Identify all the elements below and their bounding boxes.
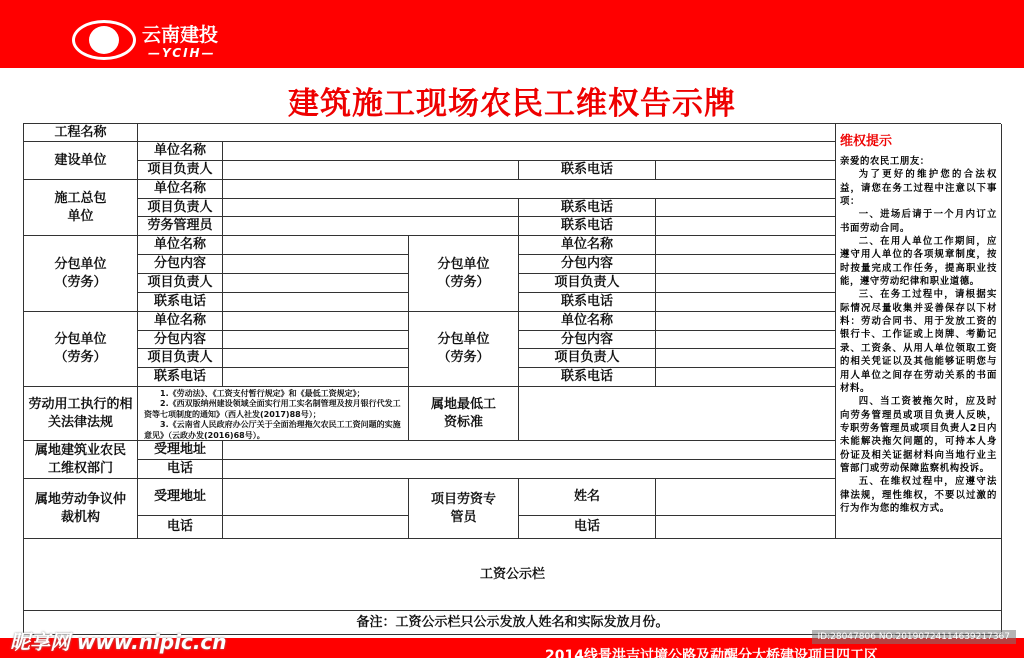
label-builder: 建设单位 xyxy=(24,142,138,180)
header-bar xyxy=(0,0,1024,68)
label-sub-content: 分包内容 xyxy=(138,331,223,349)
value-cell xyxy=(223,161,519,180)
label-project-lead: 项目负责人 xyxy=(138,274,223,293)
value-project-name xyxy=(138,124,836,142)
label-project-lead: 项目负责人 xyxy=(138,349,223,368)
value-cell xyxy=(223,349,409,368)
brand-en: —YCIH— xyxy=(148,46,216,60)
tips-paragraph: 四、当工资被拖欠时，应及时向劳务管理员或项目负责人反映，专职劳务管理员或项目负责人2日内未能解决拖欠问题的，可持本人身份证及相关证据材料向当地行业主管部门或劳动保障监察机构投诉。 xyxy=(840,396,997,474)
label-phone: 电话 xyxy=(519,516,656,539)
notice-table xyxy=(23,123,1001,635)
label-contact-phone: 联系电话 xyxy=(519,368,656,387)
label-wage-officer: 项目劳资专管员 xyxy=(409,479,519,539)
value-cell xyxy=(223,331,409,349)
value-cell xyxy=(656,217,836,236)
brand-cn: 云南建投 xyxy=(142,24,219,46)
value-cell xyxy=(656,312,836,331)
label-min-wage: 属地最低工资标准 xyxy=(409,387,519,441)
law-item: 3.《云南省人民政府办公厅关于全面治理拖欠农民工工资问题的实施意见》（云政办发(2016)68号）。 xyxy=(144,420,401,440)
value-cell xyxy=(656,331,836,349)
label-sub-content: 分包内容 xyxy=(519,331,656,349)
watermark-id: ID:28047806 NO:20190724114639217367 xyxy=(812,630,1017,644)
label-address: 受理地址 xyxy=(138,479,223,516)
label-unit-name: 单位名称 xyxy=(138,142,223,161)
value-cell xyxy=(656,516,836,539)
label-sub-content: 分包内容 xyxy=(138,255,223,274)
watermark-site: 昵享网 www.nipic.cn xyxy=(10,630,227,654)
label-phone: 电话 xyxy=(138,460,223,479)
tips-title: 维权提示 xyxy=(840,134,893,149)
value-cell xyxy=(223,312,409,331)
label-labor-manager: 劳务管理员 xyxy=(138,217,223,236)
value-cell xyxy=(223,441,836,460)
label-phone: 电话 xyxy=(138,516,223,539)
label-unit-name: 单位名称 xyxy=(138,236,223,255)
value-cell xyxy=(223,516,409,539)
label-contact-phone: 联系电话 xyxy=(138,368,223,387)
wage-board-note: 备注：工资公示栏只公示发放人姓名和实际发放月份。 xyxy=(24,611,1002,635)
value-cell xyxy=(656,349,836,368)
tips-paragraph: 一、进场后请于一个月内订立书面劳动合同。 xyxy=(840,209,997,234)
label-project-lead: 项目负责人 xyxy=(138,161,223,180)
tips-paragraph: 五、在维权过程中，应遵守法律法规，理性维权，不要以过激的行为作为您的维权方式。 xyxy=(840,476,997,514)
value-cell xyxy=(223,479,409,516)
value-cell xyxy=(656,199,836,217)
label-sub-content: 分包内容 xyxy=(519,255,656,274)
value-cell xyxy=(656,255,836,274)
label-construction-dept: 属地建筑业农民工维权部门 xyxy=(24,441,138,479)
law-item: 1.《劳动法》、《工资支付暂行规定》和《最低工资规定》； xyxy=(160,389,365,398)
value-cell xyxy=(223,293,409,312)
label-address: 受理地址 xyxy=(138,441,223,460)
label-project-lead: 项目负责人 xyxy=(519,274,656,293)
value-cell xyxy=(223,274,409,293)
value-cell xyxy=(223,199,519,217)
tips-paragraph: 二、在用人单位工作期间，应遵守用人单位的各项规章制度，按时按量完成工作任务，提高职业技能，遵守劳动纪律和职业道德。 xyxy=(840,236,997,288)
value-cell xyxy=(223,255,409,274)
label-project-name: 工程名称 xyxy=(24,124,138,142)
label-contact-phone: 联系电话 xyxy=(519,293,656,312)
rights-tips-panel xyxy=(836,124,1002,539)
label-contact-phone: 联系电话 xyxy=(519,161,656,180)
value-cell xyxy=(656,293,836,312)
label-contact-phone: 联系电话 xyxy=(519,217,656,236)
value-cell xyxy=(223,460,836,479)
label-project-lead: 项目负责人 xyxy=(519,349,656,368)
value-cell xyxy=(223,180,836,199)
value-cell xyxy=(519,387,836,441)
ycih-logo-icon xyxy=(72,20,136,60)
label-contact-phone: 联系电话 xyxy=(519,199,656,217)
label-unit-name: 单位名称 xyxy=(138,180,223,199)
value-cell xyxy=(223,142,836,161)
value-cell xyxy=(223,217,519,236)
value-cell xyxy=(656,161,836,180)
value-cell xyxy=(656,368,836,387)
value-cell xyxy=(223,236,409,255)
label-unit-name: 单位名称 xyxy=(138,312,223,331)
page-title: 建筑施工现场农民工维权告示牌 xyxy=(288,86,736,122)
label-unit-name: 单位名称 xyxy=(519,312,656,331)
label-project-lead: 项目负责人 xyxy=(138,199,223,217)
label-name: 姓名 xyxy=(519,479,656,516)
footer-text: 2014线景洪吉过境公路及勐醒分大桥建设项目四工区 xyxy=(545,648,878,664)
tips-paragraph: 为了更好的维护您的合法权益，请您在务工过程中注意以下事项： xyxy=(840,169,997,208)
value-cell xyxy=(656,274,836,293)
label-laws: 劳动用工执行的相关法律法规 xyxy=(24,387,138,441)
tips-greeting: 亲爱的农民工朋友： xyxy=(840,156,930,167)
tips-paragraph: 三、在务工过程中，请根据实际情况尽量收集并妥善保存以下材料：劳动合同书、用于发放工资的银行卡、工作证或上岗牌、考勤记录、工资条、从用人单位领取工资的相关凭证以及其他能够证明您与用人单位之间存在劳动关系的书面材料。 xyxy=(840,289,997,394)
label-subcontractor: 分包单位（劳务） xyxy=(409,312,519,387)
label-subcontractor: 分包单位（劳务） xyxy=(409,236,519,312)
value-cell xyxy=(656,479,836,516)
law-item: 2.《西双版纳州建设领域全面实行用工实名制管理及按月银行代发工资等七项制度的通知》（西人社发(2017)88号）； xyxy=(144,399,401,419)
label-arbitration: 属地劳动争议仲裁机构 xyxy=(24,479,138,539)
value-cell xyxy=(223,368,409,387)
laws-list xyxy=(138,387,409,441)
value-cell xyxy=(656,236,836,255)
label-subcontractor: 分包单位（劳务） xyxy=(24,236,138,312)
label-contact-phone: 联系电话 xyxy=(138,293,223,312)
label-subcontractor: 分包单位（劳务） xyxy=(24,312,138,387)
label-general-contractor: 施工总包单位 xyxy=(24,180,138,236)
wage-board: 工资公示栏 xyxy=(24,539,1002,611)
label-unit-name: 单位名称 xyxy=(519,236,656,255)
